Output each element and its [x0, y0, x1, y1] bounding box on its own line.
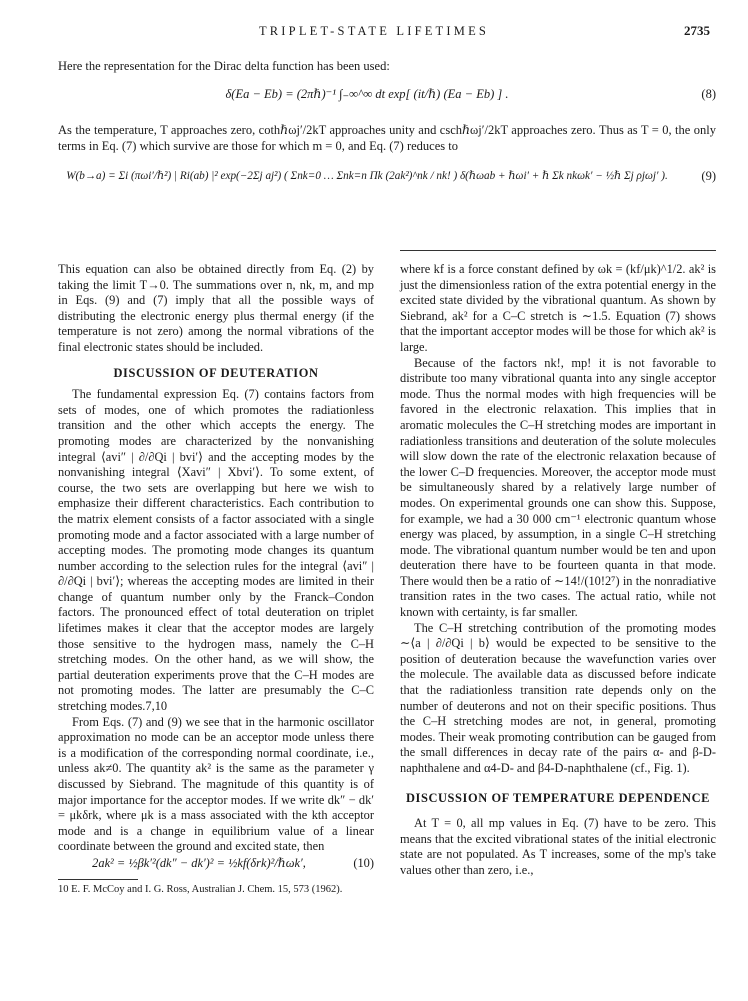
paragraph: This equation can also be obtained directly from Eq. (2) by taking the limit T→0. The summations over n, nk, m, and mp in Eqs. (9) and (7) imply that all the possible ways of distributing the electronic energy plus thermal energy (if the temperature is not zero) among the normal vibrations of the final electronic states should be included. [58, 262, 374, 354]
equation-rule [400, 250, 716, 251]
footnote: 10 E. F. McCoy and I. G. Ross, Australian J. Chem. 15, 573 (1962). [58, 883, 343, 895]
page-header [0, 24, 748, 44]
paragraph: Because of the factors nk!, mp! it is not favorable to distribute too many vibrational quanta into any single acceptor mode. Thus the normal modes with high frequencies will be favored in the electronic relaxation. This implies that in aromatic molecules the C–H stretching modes are important in radiationless transitions and deuteration of the solute molecules will slow down the rate of the electronic relaxation because of the lower C–D frequencies. Moreover, the acceptor mode must be simultaneously shared by a relatively large number of modes. On experimental grounds one can show this. Suppose, for example, we had a 30 000 cm⁻¹ electronic quantum whose energy was placed, by assumption, in a single C–H stretching mode. The vibrational quantum number would be ten and upon deuteration there have to be fourteen quanta in that mode. There would then be a ratio of ∼14!/(10!2⁷) in the nonradiative transition rates in the two cases. The actual ratio, while not known with certainty, is far smaller. [400, 355, 716, 620]
paragraph: where kf is a force constant defined by ωk = (kf/μk)^1/2. ak² is just the dimensionless ration of the extra potential energy in the excited state divided by the vibrational quantum. As shown by Siebrand, ak² for a C–C stretch is ∼1.5. Equation (7) shows that the important acceptor modes will be those for which ak² is large. [400, 262, 716, 354]
equation-9-number: (9) [701, 169, 716, 183]
transition-text: As the temperature, T approaches zero, cothℏωj′/2kT approaches unity and cschℏωj′/2kT approaches zero. Thus as T = 0, the only terms in Eq. (7) which survive are those for which m = 0, and Eq. (7) reduces to [58, 123, 716, 153]
equation-9-body: W(b→a) = Σi (πωi′/ℏ²) | Ri(ab) |² exp(−2Σj aj²) ( Σnk=0 … Σnk=n Πk (2ak²)^nk / nk! ) δ(ℏωab + ℏωi′ + ℏ Σk nkωk′ − ½ℏ Σj ρjωj′ ). [66, 170, 668, 182]
equation-10 [58, 855, 374, 873]
footnote-rule [58, 879, 138, 880]
intro-text: Here the representation for the Dirac delta function has been used: [58, 59, 390, 73]
equation-10-number: (10) [353, 855, 374, 870]
paragraph: The C–H stretching contribution of the promoting modes ∼⟨a | ∂/∂Qi | b⟩ would be expected to be sensitive to the position of deuteration because the wavefunction varies over the molecule. The available data as discussed before indicate that the radiationless transition rate depends only on the number of deuterons and not on their specific positions. Thus the C–H stretching modes are not, in general, promoting modes. Their weak promoting contribution can be gauged from the small differences in decay rate of the pairs α- and β-D-naphthalene and α4-D- and β4-D-naphthalene (cf., Fig. 1). [400, 620, 716, 775]
running-title: TRIPLET-STATE LIFETIMES [258, 24, 490, 38]
equation-8 [58, 74, 716, 114]
paragraph: The fundamental expression Eq. (7) contains factors from sets of modes, one of which promotes the radiationless transition and the other which accepts the energy. The promoting modes are characterized by the nonvanishing integral ⟨avi″ | ∂/∂Qi | bvi′⟩ and the accepting modes by the nonvanishing integral ⟨Xavi″ | Xbvi′⟩. To some extent, of course, the two sets are overlapping but here we wish to emphasize their different characteristics. Each contribution to the matrix element consists of a factor associated with a single promoting mode and a factor associated with a large number of accepting modes. The promoting mode changes its quantum number according to the selection rules for the integral ⟨avi″ | ∂/∂Qi | bvi′⟩; whereas the accepting modes are limited in their change of quantum number only by the Franck–Condon factors. The pronounced effect of total deuteration on triplet lifetimes makes it clear that the acceptor modes are largely those sensitive to the hydrogen mass, namely the C–H stretching modes. On the other hand, as we will show, the partial deuteration experiments prove that the C–H modes are not promoting modes. The latter are presumably the C–C stretching modes.7,10 [58, 387, 374, 714]
full-width-section [58, 58, 716, 198]
section-heading: DISCUSSION OF TEMPERATURE DEPENDENCE [406, 790, 710, 805]
page-number: 2735 [684, 23, 710, 38]
paragraph: At T = 0, all mp values in Eq. (7) have to be zero. This means that the excited vibrational states of the initial electronic state are not populated. As T increases, some of the mp's take values other than zero, i.e., [400, 816, 716, 877]
section-heading: DISCUSSION OF DEUTERATION [113, 365, 319, 380]
equation-8-body: δ(Ea − Eb) = (2πℏ)⁻¹ ∫₋∞^∞ dt exp[ (it/ℏ) (Ea − Eb) ] . [225, 87, 509, 101]
left-column [58, 262, 374, 896]
equation-10-body: 2ak² = ½βk′²(dk″ − dk′)² = ½kf(δrk)²/ℏωk′, [92, 855, 306, 870]
right-column [400, 262, 716, 879]
equation-8-number: (8) [701, 87, 716, 101]
equation-9 [58, 154, 716, 198]
paragraph: From Eqs. (7) and (9) we see that in the harmonic oscillator approximation no mode can be an acceptor mode unless there is a modification of the corresponding normal coordinate, i.e., unless ak≠0. The quantity ak² is the same as the parameter γ discussed by Siebrand. The magnitude of this quantity is of major importance for the acceptor modes. If we write dk″ − dk′ = μkδrk, where μk is a mass associated with the kth acceptor mode and is a change in equilibrium value of a linear coordinate between the ground and excited state, then [58, 714, 374, 854]
